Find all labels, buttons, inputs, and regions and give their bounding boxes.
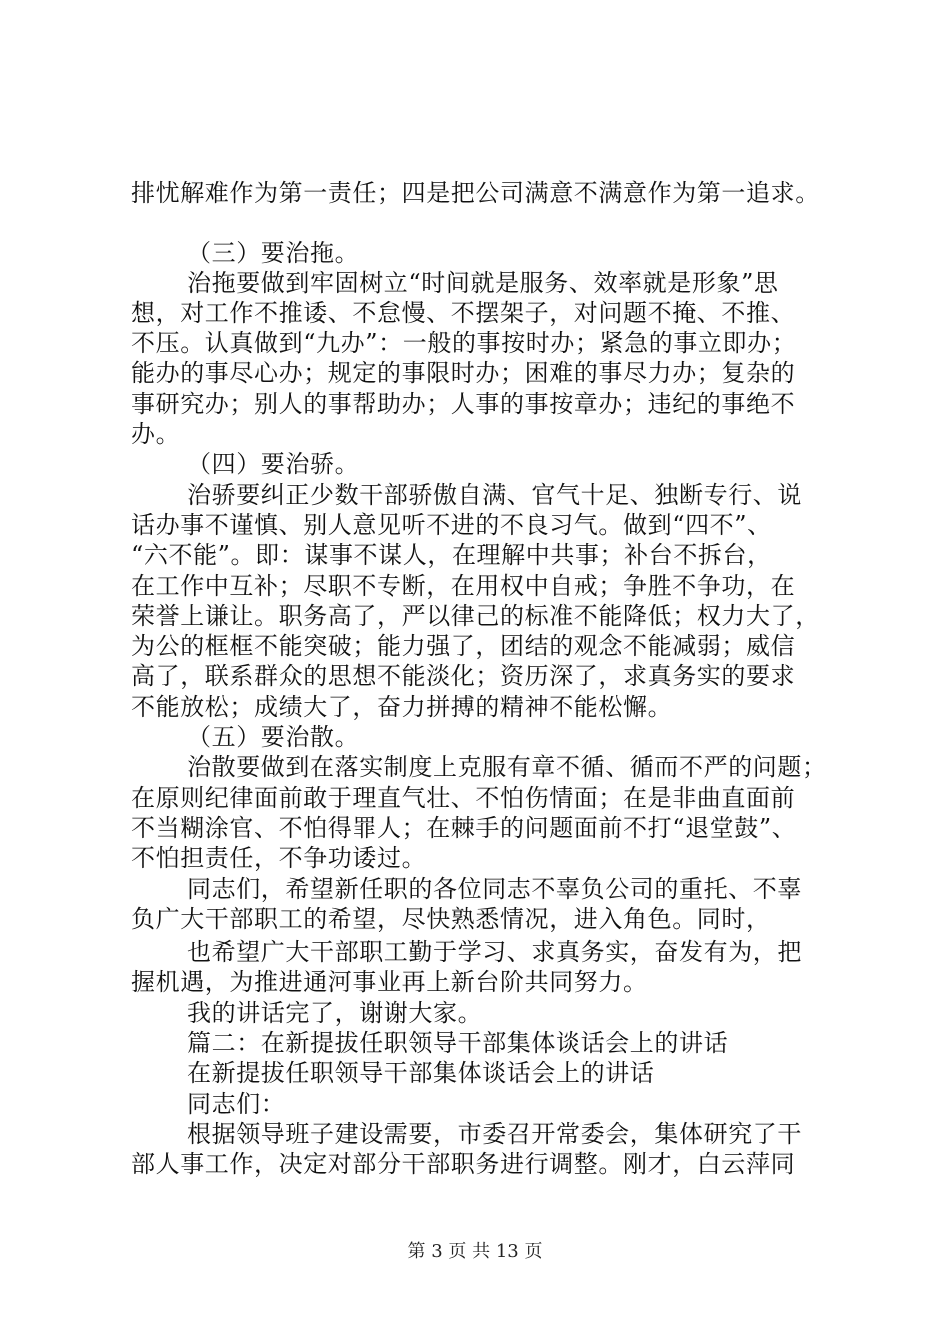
- text-line: 能办的事尽心办；规定的事限时办；困难的事尽力办；复杂的: [131, 359, 796, 387]
- section-heading: （四）要治骄。: [187, 450, 360, 478]
- text-line: 我的讲话完了，谢谢大家。: [187, 999, 483, 1027]
- text-line: 在新提拔任职领导干部集体谈话会上的讲话: [187, 1059, 655, 1087]
- text-line: 不能放松；成绩大了，奋力拼搏的精神不能松懈。: [131, 693, 673, 721]
- text-line: 想，对工作不推诿、不怠慢、不摆架子，对问题不掩、不推、: [131, 299, 796, 327]
- page-number-footer: 第 3 页 共 13 页: [407, 1241, 543, 1262]
- text-line: 高了，联系群众的思想不能淡化；资历深了，求真务实的要求: [131, 662, 796, 690]
- text-line: 根据领导班子建设需要，市委召开常委会，集体研究了干: [187, 1120, 802, 1148]
- text-line: 治散要做到在落实制度上克服有章不循、循而不严的问题；: [187, 753, 827, 781]
- text-line: 事研究办；别人的事帮助办；人事的事按章办；违纪的事绝不: [131, 390, 796, 418]
- text-line: “六不能”。即：谋事不谋人，在理解中共事；补台不拆台，: [131, 541, 772, 569]
- text-line: 在原则纪律面前敢于理直气壮、不怕伤情面；在是非曲直面前: [131, 784, 796, 812]
- text-line: 也希望广大干部职工勤于学习、求真务实，奋发有为，把: [187, 938, 802, 966]
- text-line: 为公的框框不能突破；能力强了，团结的观念不能减弱；威信: [131, 632, 796, 660]
- text-line: 同志们：: [187, 1090, 286, 1118]
- section-heading: （三）要治拖。: [187, 239, 360, 267]
- text-line: 治骄要纠正少数干部骄傲自满、官气十足、独断专行、说: [187, 481, 802, 509]
- text-line: 办。: [131, 420, 181, 448]
- text-line: 负广大干部职工的希望，尽快熟悉情况，进入角色。同时，: [131, 905, 771, 933]
- text-line: 握机遇，为推进通河事业再上新台阶共同努力。: [131, 968, 648, 996]
- text-line: 在工作中互补；尽职不专断，在用权中自戒；争胜不争功，在: [131, 572, 796, 600]
- text-line: 不当糊涂官、不怕得罪人；在棘手的问题面前不打“退堂鼓”、: [131, 814, 797, 842]
- section-heading: （五）要治散。: [187, 723, 360, 751]
- text-line: 话办事不谨慎、别人意见听不进的不良习气。做到“四不”、: [131, 511, 772, 539]
- section-heading: 篇二：在新提拔任职领导干部集体谈话会上的讲话: [187, 1029, 729, 1057]
- text-line: 荣誉上谦让。职务高了，严以律己的标准不能降低；权力大了，: [131, 602, 820, 630]
- text-line: 排忧解难作为第一责任；四是把公司满意不满意作为第一追求。: [131, 179, 820, 207]
- text-line: 部人事工作，决定对部分干部职务进行调整。刚才，白云萍同: [131, 1150, 796, 1178]
- text-line: 同志们，希望新任职的各位同志不辜负公司的重托、不辜: [187, 875, 802, 903]
- text-line: 不压。认真做到“九办”：一般的事按时办；紧急的事立即办；: [131, 329, 797, 357]
- text-line: 治拖要做到牢固树立“时间就是服务、效率就是形象”思: [187, 269, 779, 297]
- text-line: 不怕担责任，不争功诿过。: [131, 844, 427, 872]
